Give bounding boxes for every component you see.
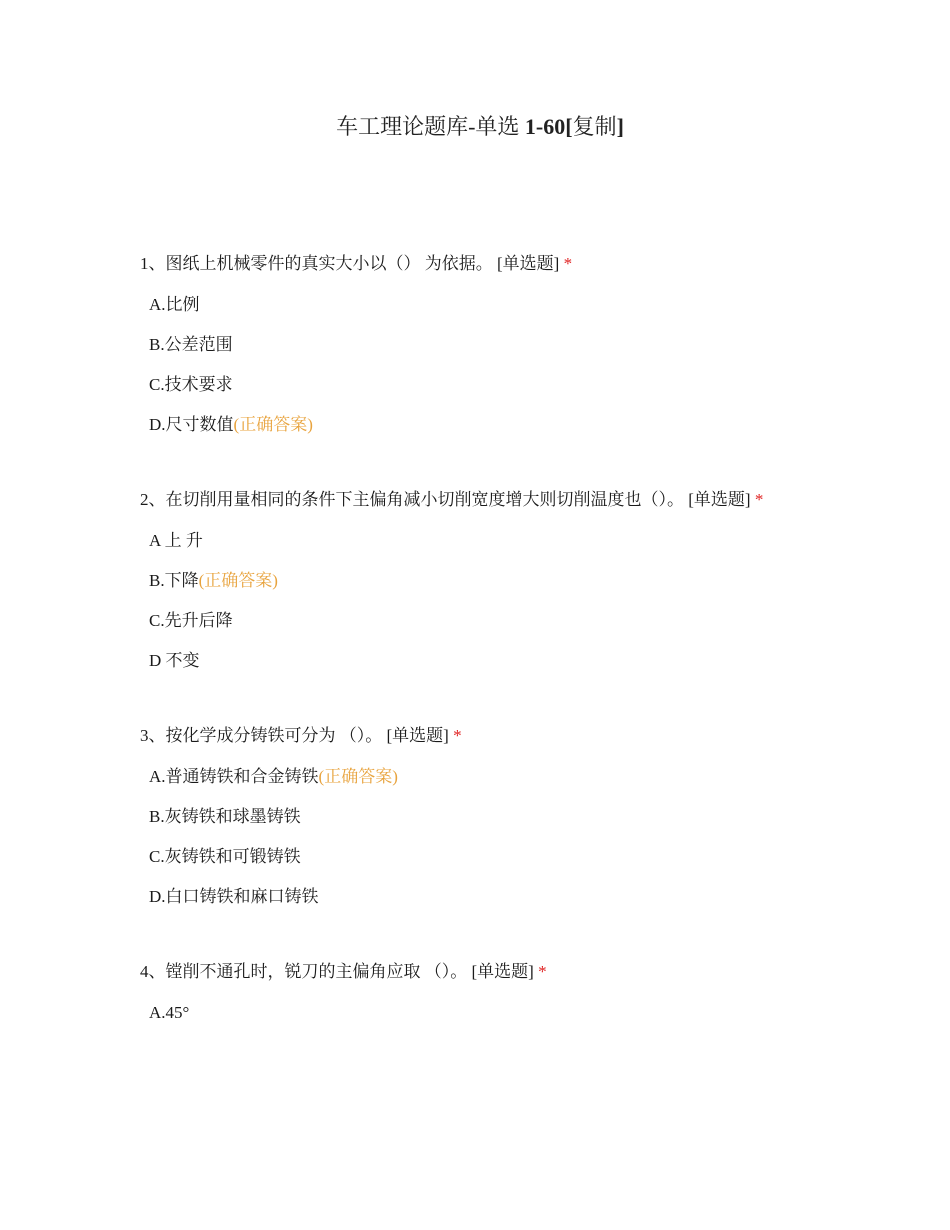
- option-label: D 不变: [149, 651, 200, 670]
- option-label: D.白口铸铁和麻口铸铁: [149, 887, 319, 906]
- options-list: [140, 757, 800, 917]
- options-list: [140, 521, 800, 681]
- option-label: C.技术要求: [149, 375, 233, 394]
- option-label: C.先升后降: [149, 611, 233, 630]
- option-label: A.比例: [149, 295, 200, 314]
- correct-answer-note: (正确答案): [198, 571, 278, 590]
- option-d[interactable]: [140, 877, 800, 917]
- question-3: [140, 717, 800, 917]
- question-text: 4、镗削不通孔时，锐刀的主偏角应取 （）。: [140, 962, 468, 981]
- required-marker: *: [538, 962, 547, 981]
- title-copy: 复制: [572, 114, 617, 139]
- question-stem: [140, 953, 800, 991]
- option-a[interactable]: [140, 993, 800, 1033]
- option-c[interactable]: [140, 365, 800, 405]
- option-b[interactable]: [140, 325, 800, 365]
- option-label: A.45°: [149, 1003, 190, 1022]
- option-label: A 上 升: [149, 531, 203, 550]
- option-a[interactable]: [140, 757, 800, 797]
- question-stem: [140, 717, 800, 755]
- option-d[interactable]: [140, 641, 800, 681]
- correct-answer-note: (正确答案): [318, 767, 398, 786]
- page-title: [0, 110, 950, 144]
- required-marker: *: [453, 726, 462, 745]
- question-stem: [140, 481, 800, 519]
- question-text: 3、按化学成分铸铁可分为 （）。: [140, 726, 383, 745]
- question-4: [140, 953, 800, 1033]
- question-stem: [140, 245, 800, 283]
- question-type: [单选题]: [688, 490, 751, 509]
- option-a[interactable]: [140, 521, 800, 561]
- question-2: [140, 481, 800, 681]
- option-a[interactable]: [140, 285, 800, 325]
- option-label: A.普通铸铁和合金铸铁: [149, 767, 319, 786]
- option-d[interactable]: [140, 405, 800, 445]
- option-c[interactable]: [140, 601, 800, 641]
- option-b[interactable]: [140, 561, 800, 601]
- option-label: B.下降: [149, 571, 199, 590]
- correct-answer-note: (正确答案): [233, 415, 313, 434]
- question-1: [140, 245, 800, 445]
- title-range: 1-60[: [524, 114, 573, 139]
- title-text: 车工理论题库-单选: [336, 114, 525, 139]
- options-list: [140, 993, 800, 1033]
- required-marker: *: [754, 490, 764, 509]
- question-text: 2、在切削用量相同的条件下主偏角减小切削宽度增大则切削温度也（）。: [140, 490, 684, 509]
- options-list: [140, 285, 800, 445]
- option-label: B.灰铸铁和球墨铸铁: [149, 807, 301, 826]
- option-label: D.尺寸数值: [149, 415, 234, 434]
- option-c[interactable]: [140, 837, 800, 877]
- question-type: [单选题]: [471, 962, 534, 981]
- option-label: C.灰铸铁和可锻铸铁: [149, 847, 301, 866]
- title-bracket: ]: [616, 114, 624, 139]
- required-marker: *: [563, 254, 573, 273]
- option-label: B.公差范围: [149, 335, 233, 354]
- question-text: 1、图纸上机械零件的真实大小以（） 为依据。: [140, 254, 493, 273]
- question-type: [单选题]: [386, 726, 449, 745]
- option-b[interactable]: [140, 797, 800, 837]
- question-type: [单选题]: [497, 254, 560, 273]
- question-list: [140, 245, 800, 1069]
